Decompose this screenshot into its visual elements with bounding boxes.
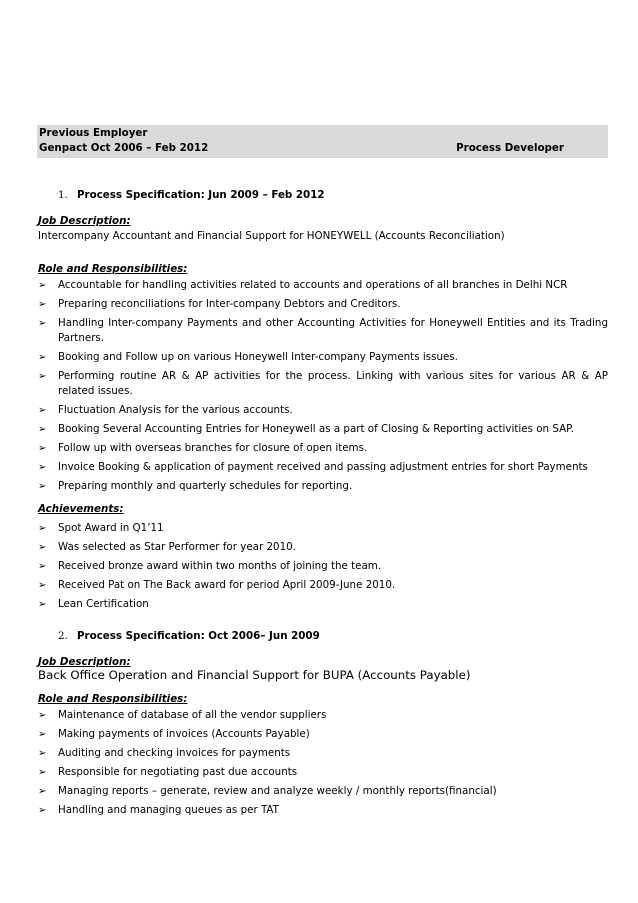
job-description-heading-1: Job Description: xyxy=(38,215,131,227)
list-item xyxy=(38,297,608,312)
list-item xyxy=(38,540,608,555)
arrow-bullet-icon: ➢ xyxy=(38,443,47,454)
roles-list-1 xyxy=(38,278,608,498)
list-item-text: Auditing and checking invoices for payments xyxy=(58,747,291,759)
list-item xyxy=(38,708,608,723)
list-item-text: Fluctuation Analysis for the various accounts. xyxy=(58,404,293,416)
list-item-text: Was selected as Star Performer for year 2010. xyxy=(58,541,296,553)
list-item xyxy=(38,278,608,293)
list-item xyxy=(38,403,608,418)
arrow-bullet-icon: ➢ xyxy=(38,371,47,382)
arrow-bullet-icon: ➢ xyxy=(38,710,47,721)
list-item-text: Booking and Follow up on various Honeywell Inter-company Payments issues. xyxy=(58,351,458,363)
list-item-text: Spot Award in Q1’11 xyxy=(58,522,164,534)
list-item xyxy=(38,479,608,494)
arrow-bullet-icon: ➢ xyxy=(38,299,47,310)
arrow-bullet-icon: ➢ xyxy=(38,729,47,740)
list-item xyxy=(38,369,608,399)
list-item-text: Preparing reconciliations for Inter-company Debtors and Creditors. xyxy=(58,298,401,310)
list-item-text: Preparing monthly and quarterly schedules for reporting. xyxy=(58,480,353,492)
list-item xyxy=(38,578,608,593)
list-item-text: Accountable for handling activities related to accounts and operations of all branches in Delhi NCR xyxy=(58,279,568,291)
list-item-text: Maintenance of database of all the vendor suppliers xyxy=(58,709,327,721)
list-item xyxy=(38,746,608,761)
list-item xyxy=(38,422,608,437)
previous-employer-label: Previous Employer xyxy=(39,127,148,139)
job-description-text-2: Back Office Operation and Financial Support for BUPA (Accounts Payable) xyxy=(38,668,471,682)
list-item xyxy=(38,727,608,742)
arrow-bullet-icon: ➢ xyxy=(38,352,47,363)
list-item xyxy=(38,803,608,818)
roles-heading-2: Role and Responsibilities: xyxy=(38,693,188,705)
arrow-bullet-icon: ➢ xyxy=(38,523,47,534)
list-item xyxy=(38,460,608,475)
list-item-text: Received bronze award within two months of joining the team. xyxy=(58,560,382,572)
arrow-bullet-icon: ➢ xyxy=(38,561,47,572)
arrow-bullet-icon: ➢ xyxy=(38,767,47,778)
arrow-bullet-icon: ➢ xyxy=(38,580,47,591)
arrow-bullet-icon: ➢ xyxy=(38,481,47,492)
process-spec-1-number: 1. xyxy=(58,189,68,201)
list-item-text: Handling Inter-company Payments and other Accounting Activities for Honeywell Entities and its Trading Partners. xyxy=(58,317,608,344)
list-item-text: Performing routine AR & AP activities for the process. Linking with various sites for various AR & AP related issues. xyxy=(58,370,608,397)
process-spec-2-text: Process Specification: Oct 2006– Jun 2009 xyxy=(77,630,320,642)
employer-job-title: Process Developer xyxy=(456,142,564,154)
achievements-heading: Achievements: xyxy=(38,503,124,515)
list-item xyxy=(38,765,608,780)
employer-company-dates: Genpact Oct 2006 – Feb 2012 xyxy=(39,142,209,154)
list-item-text: Handling and managing queues as per TAT xyxy=(58,804,279,816)
arrow-bullet-icon: ➢ xyxy=(38,462,47,473)
list-item xyxy=(38,597,608,612)
list-item xyxy=(38,441,608,456)
job-description-text-1: Intercompany Accountant and Financial Support for HONEYWELL (Accounts Reconciliation) xyxy=(38,230,505,242)
process-spec-1-text: Process Specification: Jun 2009 – Feb 2012 xyxy=(77,189,325,201)
arrow-bullet-icon: ➢ xyxy=(38,805,47,816)
previous-employer-block xyxy=(37,125,608,158)
roles-heading-1: Role and Responsibilities: xyxy=(38,263,188,275)
arrow-bullet-icon: ➢ xyxy=(38,599,47,610)
arrow-bullet-icon: ➢ xyxy=(38,748,47,759)
list-item xyxy=(38,350,608,365)
list-item xyxy=(38,316,608,346)
arrow-bullet-icon: ➢ xyxy=(38,424,47,435)
arrow-bullet-icon: ➢ xyxy=(38,405,47,416)
list-item-text: Invoice Booking & application of payment received and passing adjustment entries for short Payments xyxy=(58,461,588,473)
process-spec-2-number: 2. xyxy=(58,630,68,642)
job-description-heading-2: Job Description: xyxy=(38,656,131,668)
process-spec-1-title xyxy=(58,188,325,203)
arrow-bullet-icon: ➢ xyxy=(38,318,47,329)
roles-list-2 xyxy=(38,708,608,822)
list-item-text: Responsible for negotiating past due accounts xyxy=(58,766,298,778)
list-item xyxy=(38,521,608,536)
list-item-text: Managing reports – generate, review and analyze weekly / monthly reports(financial) xyxy=(58,785,497,797)
list-item xyxy=(38,784,608,799)
list-item-text: Lean Certification xyxy=(58,598,149,610)
process-spec-2-title xyxy=(58,629,320,644)
list-item-text: Follow up with overseas branches for closure of open items. xyxy=(58,442,368,454)
list-item-text: Making payments of invoices (Accounts Payable) xyxy=(58,728,310,740)
arrow-bullet-icon: ➢ xyxy=(38,280,47,291)
arrow-bullet-icon: ➢ xyxy=(38,786,47,797)
achievements-list xyxy=(38,521,608,616)
arrow-bullet-icon: ➢ xyxy=(38,542,47,553)
list-item-text: Received Pat on The Back award for period April 2009-June 2010. xyxy=(58,579,396,591)
list-item xyxy=(38,559,608,574)
list-item-text: Booking Several Accounting Entries for Honeywell as a part of Closing & Reporting activities on SAP. xyxy=(58,423,574,435)
